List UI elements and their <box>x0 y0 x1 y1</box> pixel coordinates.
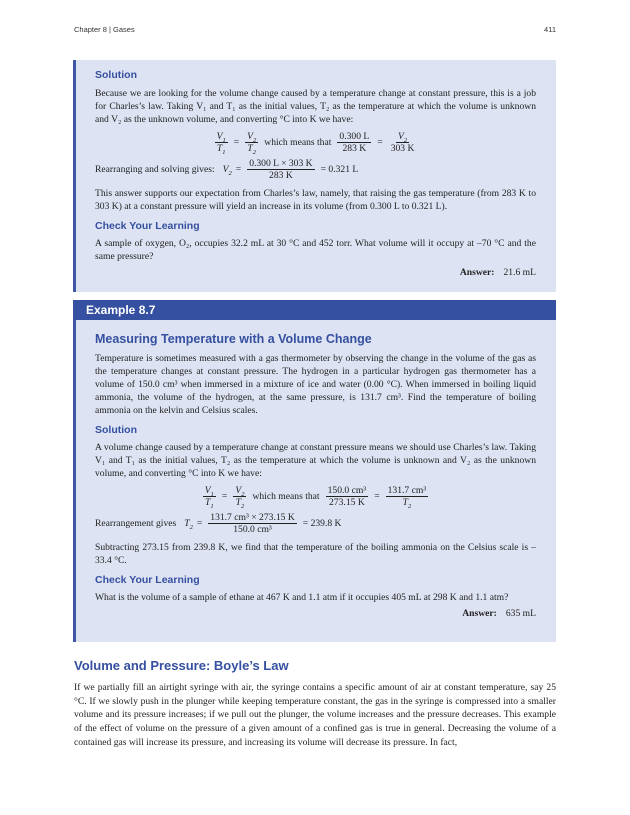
fraction-v2-t2: $\frac{V_2}{T_2}$ <box>247 131 257 156</box>
solution-heading: Solution <box>95 69 137 81</box>
example-label: Example 8.7 <box>86 303 156 317</box>
rearranged-equation: Rearranging and solving gives: $V_2$ = $\frac{0.300 L \times 303 K}{283 K}$ = 0.321 L <box>95 158 359 181</box>
example-rearranged-equation: Rearrangement gives $T_2$ = $\frac{\text{131.7 cm³ × 273.15 K}}{\text{150.0 cm³}}$ = 239.8 K <box>95 512 342 535</box>
example-problem: Temperature is sometimes measured with a gas thermometer by observing the change in the volume of the gas as the temperature changes at constant pressure. The hydrogen in a particular hydrogen gas thermometer has a volume of 150.0 cm³ when immersed in a mixture of ice and water (0.00 °C). When immersed in boiling liquid ammonia, the volume of the hydrogen, at the same pressure, is 131.7 cm³. Find the temperature of boiling ammonia on the kelvin and Celsius scales. <box>95 353 536 416</box>
running-header-chapter: Chapter 8 | Gases <box>74 25 135 34</box>
fraction-rearranged: $\frac{0.300 L \times 303 K}{283 K}$ <box>249 158 313 181</box>
example-box <box>73 300 556 642</box>
example-check-heading: Check Your Learning <box>95 574 200 586</box>
answer-row <box>95 267 536 278</box>
section-heading: Volume and Pressure: Boyle’s Law <box>74 658 289 673</box>
section-body: If we partially fill an airtight syringe with air, the syringe contains a specific amount of air at constant temperature, say 25 °C. If we slowly push in the plunger while keeping temperature constant, the gas in the syringe is compressed into a smaller volume and its pressure increases; if we pull out the plunger, the volume increases and the pressure decreases. This example of the effect of volume on the pressure of a given amount of a confined gas is true in general. Decreasing the volume of a contained gas will increase its pressure, and increasing its volume will decrease its pressure. In fact, <box>74 682 556 748</box>
example-solution-intro: A volume change caused by a temperature change at constant pressure means we should use Charles’s law. Taking V₁ and T₁ as the initial values, T₂ as the temperature at which the volume is unknown and V₂ as the unknown volume, and converting °C into K we have: <box>95 442 536 479</box>
fraction-values: $\frac{0.300 L}{283 K}$ <box>339 131 370 154</box>
equation-connector: which means that <box>264 137 332 148</box>
charles-law-equation: $\frac{V_1}{T_1}$ = $\frac{V_2}{T_2}$ which means that $\frac{0.300 L}{283 K}$ = $\frac{V_2}{303 K}$ <box>216 131 415 156</box>
example-conclusion: Subtracting 273.15 from 239.8 K, we find that the temperature of the boiling ammonia on the Celsius scale is –33.4 °C. <box>95 542 536 566</box>
fraction-v1-t1: $\frac{V_1}{T_1}$ <box>216 131 226 156</box>
page-number: 411 <box>544 25 556 34</box>
answer-value: 21.6 mL <box>503 267 536 278</box>
check-learning-question: A sample of oxygen, O₂, occupies 32.2 mL at 30 °C and 452 torr. What volume will it occupy at –70 °C and the same pressure? <box>95 238 536 262</box>
check-learning-heading: Check Your Learning <box>95 220 200 232</box>
example-solution-box <box>73 60 556 292</box>
solution-intro: Because we are looking for the volume change caused by a temperature change at constant pressure, this is a job for Charles’s law. Taking V₁ and T₁ as the initial values, T₂ as the temperature at which the volume is unknown and V₂ as the unknown volume, and converting °C into K we have: <box>95 88 536 125</box>
example-check-question: What is the volume of a sample of ethane at 467 K and 1.1 atm if it occupies 405 mL at 298 K and 1.1 atm? <box>95 592 509 603</box>
example-solution-heading: Solution <box>95 424 137 436</box>
answer-label: Answer: <box>459 267 495 278</box>
fraction-v2-303: $\frac{V_2}{303 K}$ <box>390 131 415 154</box>
example-title: Measuring Temperature with a Volume Change <box>95 332 372 346</box>
example-charles-equation: $\frac{V_1}{T_1}$ = $\frac{V_2}{T_2}$ which means that $\frac{\text{150.0 cm³}}{273.15 K}$ = $\frac{\text{131.7 cm³}}{T_2}$ <box>204 485 427 510</box>
solution-conclusion: This answer supports our expectation from Charles’s law, namely, that raising the gas temperature (from 283 K to 303 K) at a constant pressure will yield an increase in its volume (from 0.300 L to 0.321 L). <box>95 188 536 212</box>
example-answer-row: Answer: 635 mL <box>462 608 536 619</box>
